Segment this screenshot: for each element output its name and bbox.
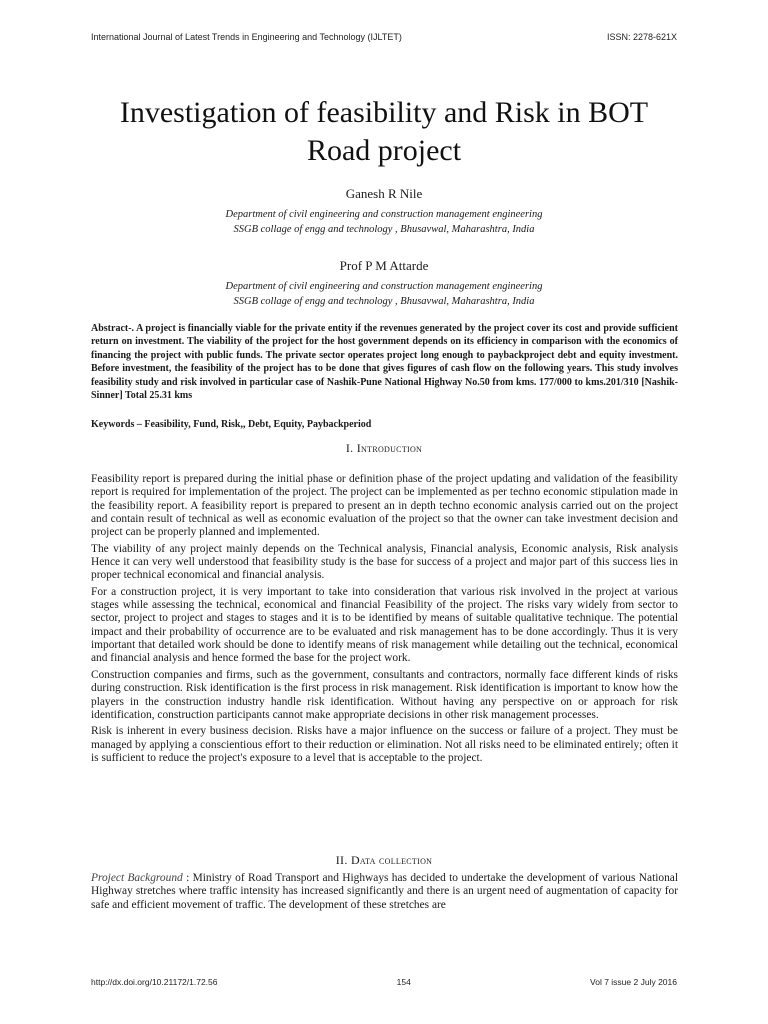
data-collection-paragraph bbox=[91, 872, 678, 912]
paper-title bbox=[60, 94, 708, 170]
section-heading-data-collection: II. Data collection bbox=[335, 853, 433, 867]
running-header bbox=[91, 32, 677, 42]
author-department: Department of civil engineering and construction management engineering bbox=[225, 281, 543, 292]
paragraph: For a construction project, it is very important to take into consideration that various risk involved in the project at various stages while assessing the technical, economical and financial Feasibility of the project. The risks vary widely from sector to sector, project to project and stages to stages and it is to be identified by means of suitable qualitative technique. The potential impact and their probability of occurrence are to be evaluated and risk management has to be done accordingly. Thus it is very important that detailed work should be done to identify means of risk management while detailing out the technical, economical and financial analysis and hence formed the base for the project work. bbox=[91, 585, 678, 665]
author-block-2 bbox=[60, 258, 708, 309]
author-name: Prof P M Attarde bbox=[339, 258, 429, 273]
paragraph: Construction companies and firms, such as the government, consultants and contractors, normally face different kinds of risks during construction. Risk identification is the first process in risk management. Risk identification is important to know how the players in the construction industry handle risk identification. Without having any perspective on or approach for risk identification, construction participants cannot make appropriate decisions in other risk management processes. bbox=[91, 668, 678, 721]
doi-link[interactable]: http://dx.doi.org/10.21172/1.72.56 bbox=[91, 977, 218, 987]
volume-issue: Vol 7 issue 2 July 2016 bbox=[590, 977, 677, 987]
keywords: Keywords – Feasibility, Fund, Risk,, Debt, Equity, Paybackperiod bbox=[91, 419, 372, 430]
paragraph: Risk is inherent in every business decision. Risks have a major influence on the success or failure of a project. They must be managed by applying a conscientious effort to their reduction or elimination. Not all risks need to be eliminated entirely; often it is sufficient to reduce the project's exposure to a level that is acceptable to the project. bbox=[91, 725, 678, 764]
author-institution: SSGB collage of engg and technology , Bhusavwal, Maharashtra, India bbox=[233, 295, 535, 307]
introduction-body bbox=[91, 473, 678, 768]
author-department: Department of civil engineering and construction management engineering bbox=[225, 209, 543, 220]
section-heading-introduction: I. Introduction bbox=[345, 441, 423, 455]
page-number: 154 bbox=[396, 977, 411, 987]
author-block-1 bbox=[60, 186, 708, 237]
running-footer bbox=[91, 977, 677, 987]
paragraph: The viability of any project mainly depends on the Technical analysis, Financial analysis, Economic analysis, Risk analysis Hence it can very well understood that feasibility study is the base for success of a project and major part of this success lies in proper technical economical and financial analysis. bbox=[91, 542, 678, 582]
author-name: Ganesh R Nile bbox=[345, 186, 423, 201]
issn: ISSN: 2278-621X bbox=[606, 32, 677, 42]
abstract: Abstract-. A project is financially viable for the private entity if the revenues generated by the project cover its cost and provide sufficient return on investment. The viability of the project for the host government depends on its efficiency in comparison with the economics of financing the project with public funds. The private sector operates project long enough to paybackproject debt and equity investment. Before investment, the feasibility of the project has to be done that gives figures of cash flow on the following years. This study involves feasibility study and risk involved in particular case of Nashik-Pune National Highway No.50 from kms. 177/000 to kms.201/310 [Nashik-Sinner] Total 25.31 kms bbox=[91, 323, 678, 402]
project-background-text: : Ministry of Road Transport and Highways has decided to undertake the development of various National Highway stretches where traffic intensity has increased significantly and there is an urgent need of augmentation of capacity for safe and efficient movement of traffic. The development of these stretches are bbox=[91, 872, 679, 911]
title-line-2: Road project bbox=[306, 134, 462, 167]
paragraph: Feasibility report is prepared during the initial phase or definition phase of the project updating and validation of the feasibility report is required for implementation of the project. The project can be implemented as per techno economic stipulation made in the feasibility report. A feasibility report is prepared to present an in depth techno economic analysis carried out on the project and contain result of technical as well as economic evaluation of the project so that the owner can take investment decision and project can be properly planned and implemented. bbox=[91, 473, 678, 539]
journal-name: International Journal of Latest Trends in Engineering and Technology (IJLTET) bbox=[91, 32, 402, 42]
author-institution: SSGB collage of engg and technology , Bhusavwal, Maharashtra, India bbox=[233, 223, 535, 235]
project-background-label: Project Background bbox=[91, 872, 183, 884]
title-line-1: Investigation of feasibility and Risk in BOT bbox=[119, 96, 649, 129]
